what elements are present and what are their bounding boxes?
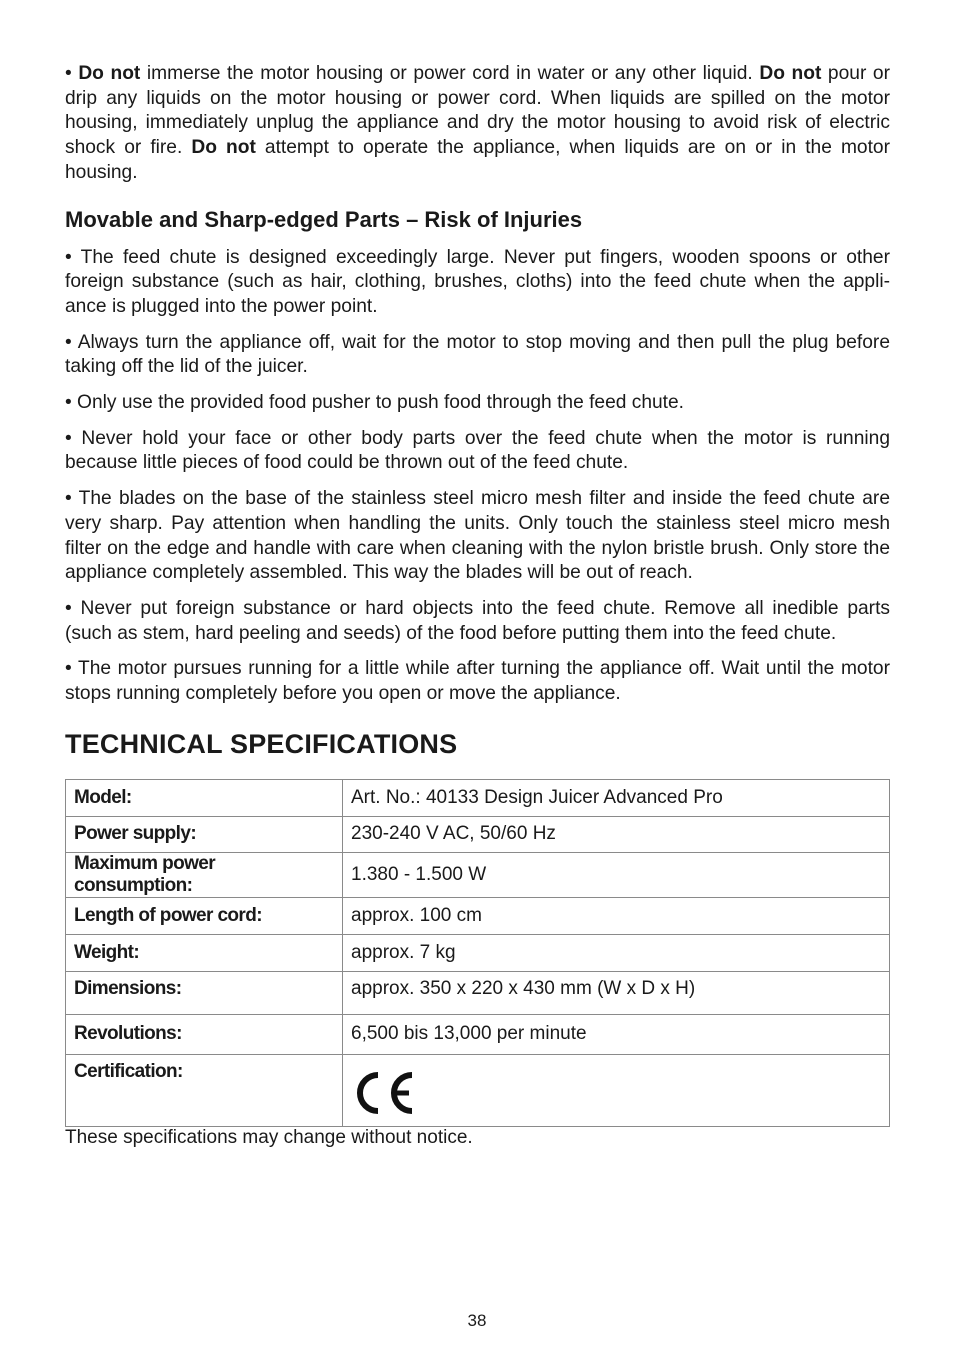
bullet: • bbox=[65, 63, 72, 84]
safety-bullet: • The feed chute is designed exceedingly large. Never put fingers, wooden spoons or other foreign substance (such as hair, clothing, brushes, cloths) into the feed chute when the appli-ance is plugged into the power point. bbox=[65, 246, 890, 317]
table-row bbox=[66, 971, 890, 1014]
section-heading: Movable and Sharp-edged Parts – Risk of Injuries bbox=[65, 206, 583, 232]
table-row bbox=[66, 779, 890, 816]
spec-value: 6,500 bis 13,000 per minute bbox=[343, 1014, 890, 1054]
spec-label: Length of power cord: bbox=[66, 897, 343, 934]
spec-value: 1.380 - 1.500 W bbox=[343, 852, 890, 897]
spec-value: Art. No.: 40133 Design Juicer Advanced Pro bbox=[343, 779, 890, 816]
safety-bullet: • Only use the provided food pusher to push food through the feed chute. bbox=[65, 392, 685, 414]
spec-label: Revolutions: bbox=[66, 1014, 343, 1054]
table-row bbox=[66, 852, 890, 897]
document-page bbox=[65, 62, 890, 1149]
spec-value: 230-240 V AC, 50/60 Hz bbox=[343, 816, 890, 852]
specs-heading: TECHNICAL SPECIFICATIONS bbox=[65, 728, 458, 759]
safety-bullet: • Never hold your face or other body parts over the feed chute when the motor is running because little pieces of food could be thrown out of the feed chute. bbox=[65, 427, 890, 474]
table-row bbox=[66, 1054, 890, 1126]
specs-table bbox=[65, 779, 890, 1127]
intro-text-1: immerse the motor housing or power cord in water or any other liquid. bbox=[140, 63, 760, 84]
spec-label: Dimensions: bbox=[66, 971, 343, 1014]
spec-label: Weight: bbox=[66, 934, 343, 971]
safety-bullet: • The blades on the base of the stainless steel micro mesh filter and inside the feed chute are very sharp. Pay attention when handling the units. Only touch the stainless steel micro mesh filter on the edge and handle with care when cleaning with the nylon bristle brush. Only store the appliance completely assembled. This way the blades will be out of reach. bbox=[65, 488, 890, 584]
safety-bullet: • The motor pursues running for a little while after turning the appliance off. Wait until the motor stops running completely before you open or move the appliance. bbox=[65, 658, 890, 705]
table-row bbox=[66, 897, 890, 934]
do-not-emphasis: Do not bbox=[78, 63, 141, 84]
page-number: 38 bbox=[467, 1311, 487, 1330]
safety-bullet: • Always turn the appliance off, wait for the motor to stop moving and then pull the plug before taking off the lid of the juicer. bbox=[65, 331, 890, 378]
spec-value: approx. 7 kg bbox=[343, 934, 890, 971]
safety-bullet: • Never put foreign substance or hard objects into the feed chute. Remove all inedible parts (such as stem, hard peeling and seeds) of the food before putting them into the feed chute. bbox=[65, 597, 890, 644]
do-not-emphasis: Do not bbox=[191, 137, 256, 159]
specs-note: These specifications may change without notice. bbox=[65, 1126, 473, 1148]
spec-value: approx. 350 x 220 x 430 mm (W x D x H) bbox=[343, 971, 890, 1014]
ce-mark-icon bbox=[351, 1069, 417, 1117]
spec-label: Power supply: bbox=[66, 816, 343, 852]
spec-label: Model: bbox=[66, 779, 343, 816]
table-row bbox=[66, 816, 890, 852]
intro-text-2: pour or drip any liquids on the motor housing or power cord. When liquids are spilled on the motor housing, immediately unplug the appliance and dry the motor housing to avoid risk of electric shock or fire. bbox=[65, 63, 890, 159]
spec-value: approx. 100 cm bbox=[343, 897, 890, 934]
do-not-emphasis: Do not bbox=[759, 63, 822, 84]
spec-label: Certification: bbox=[66, 1054, 343, 1126]
intro-paragraph bbox=[65, 62, 890, 186]
spec-label: Maximum power consumption: bbox=[66, 852, 343, 897]
table-row bbox=[66, 1014, 890, 1054]
intro-text-3: attempt to operate the appliance, when liquids are on or in the motor housing. bbox=[65, 137, 890, 183]
ce-mark-cell bbox=[343, 1054, 890, 1126]
table-row bbox=[66, 934, 890, 971]
